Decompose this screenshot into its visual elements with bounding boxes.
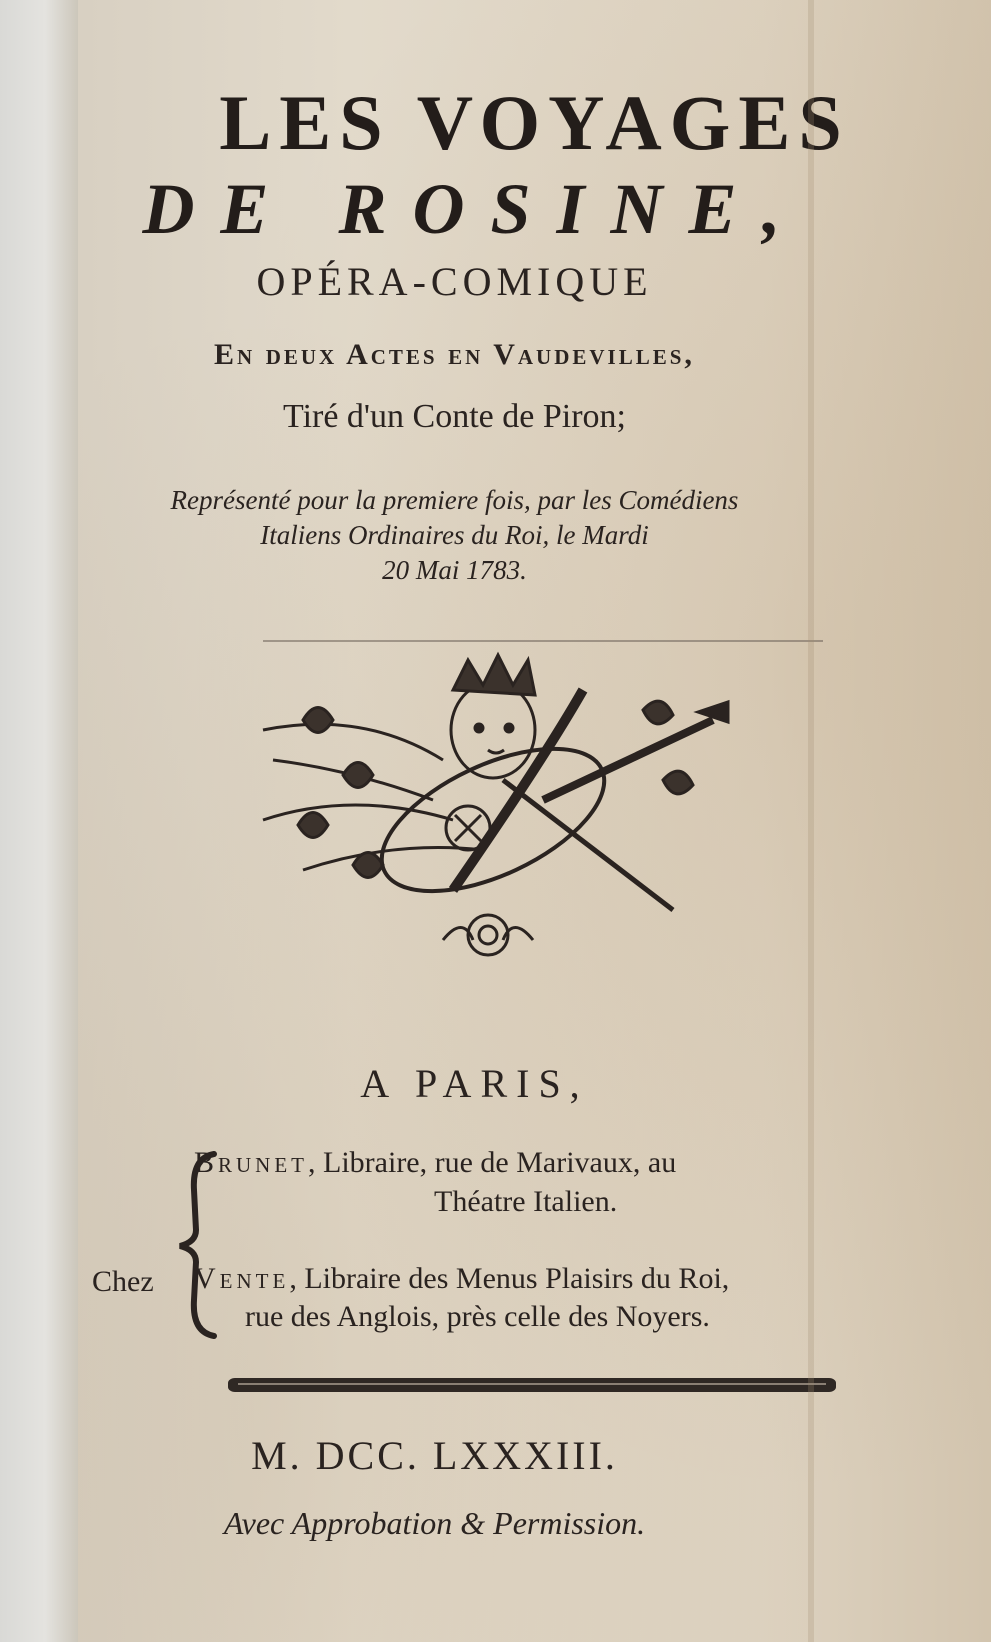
source-note: Tiré d'un Conte de Piron; <box>283 398 626 435</box>
publisher-1-name: Brunet <box>194 1146 309 1179</box>
title-line-1: LES VOYAGES <box>219 79 850 166</box>
chez-label: Chez <box>92 1265 154 1298</box>
publication-year: M. DCC. LXXXIII. <box>251 1433 618 1478</box>
thick-rule <box>228 1378 836 1392</box>
publisher-2-line-2: rue des Anglois, près celle des Noyers. <box>245 1300 710 1333</box>
performance-line-2: Italiens Ordinaires du Roi, le Mardi <box>260 520 649 550</box>
thin-rule <box>263 640 823 642</box>
publisher-1-address: , Libraire, rue de Marivaux, au <box>308 1146 677 1179</box>
publisher-2-line-1 <box>194 1262 729 1296</box>
publisher-2-name: Vente <box>194 1262 290 1295</box>
publisher-1-line-2: Théatre Italien. <box>434 1185 618 1218</box>
title-page <box>78 0 991 1642</box>
approbation-note: Avec Approbation & Permission. <box>223 1505 646 1541</box>
title-line-2: DE ROSINE, <box>142 169 807 249</box>
publisher-1-line-1 <box>194 1146 676 1180</box>
performance-line-1: Représenté pour la premiere fois, par les Comédiens <box>170 485 739 515</box>
genre: OPÉRA-COMIQUE <box>256 259 653 304</box>
imprint-city: A PARIS, <box>360 1061 589 1106</box>
acts-description: En deux Actes en Vaudevilles, <box>214 338 695 371</box>
publisher-2-address: , Libraire des Menus Plaisirs du Roi, <box>289 1262 730 1295</box>
performance-line-3: 20 Mai 1783. <box>382 555 527 585</box>
mask-and-lute-ornament-icon <box>243 650 743 980</box>
